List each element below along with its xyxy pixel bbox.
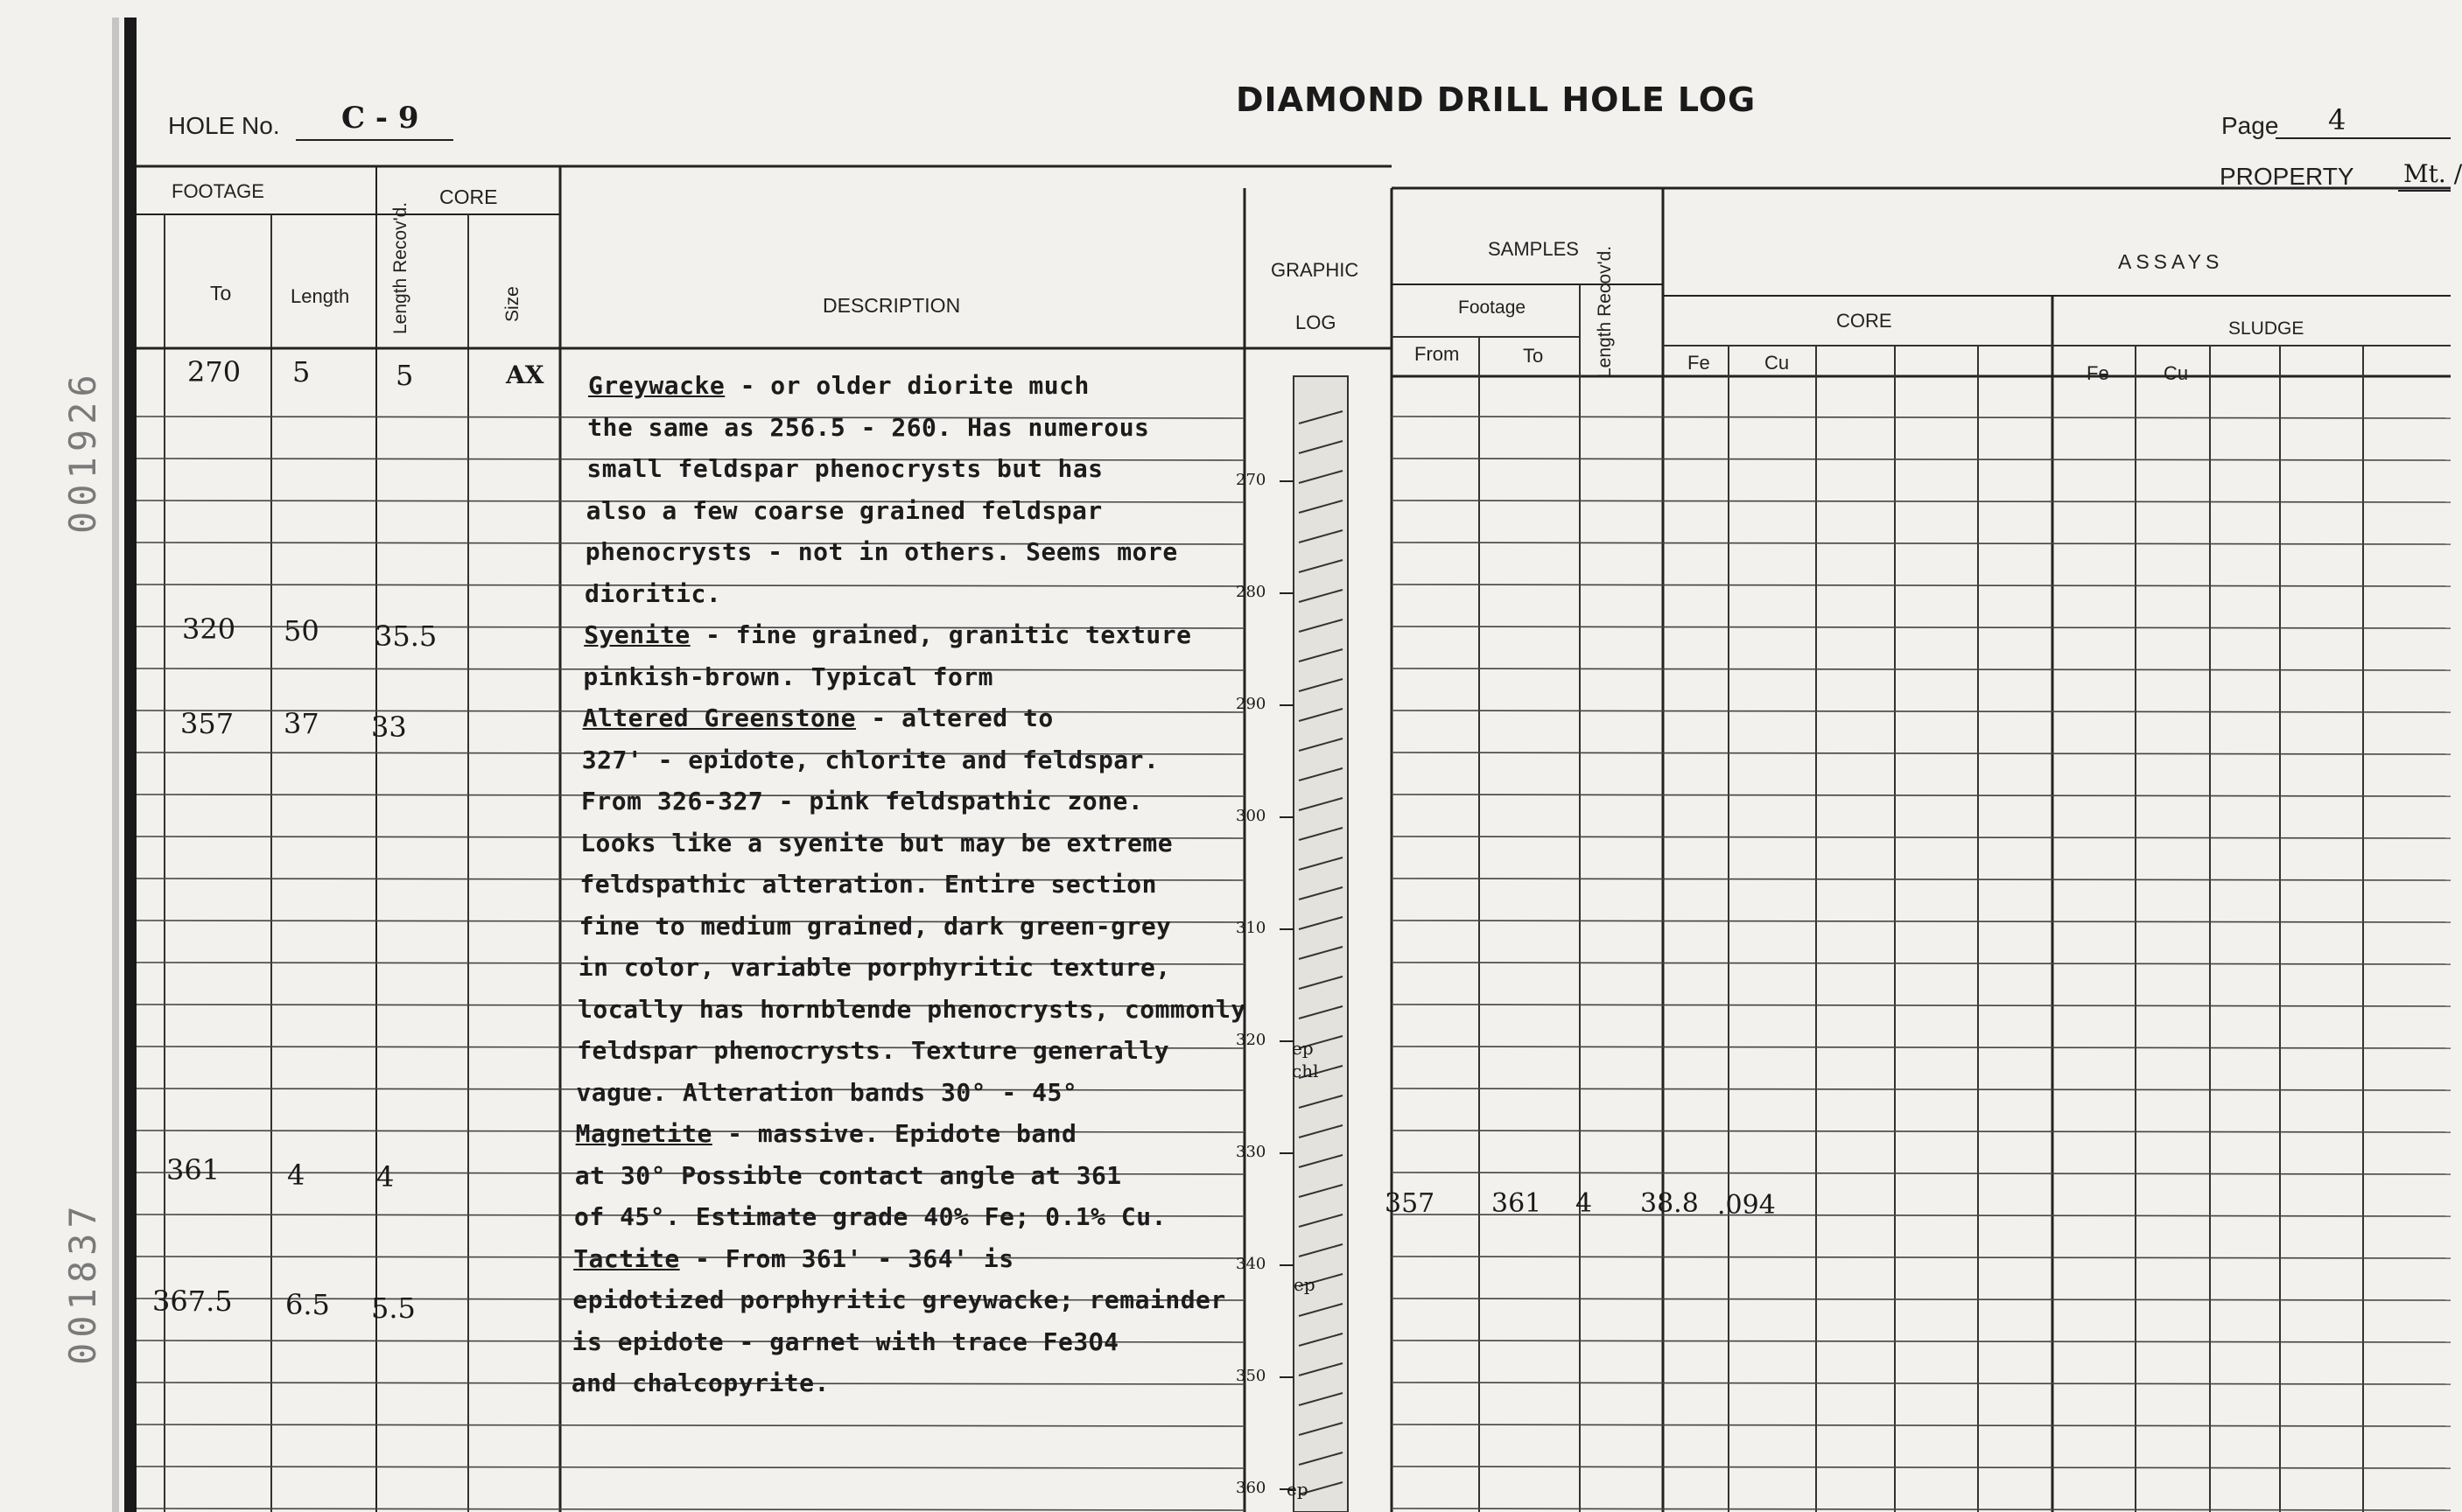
graphic-depth-label: 320 [1236,1031,1266,1049]
description-text: - or older diorite much [725,371,1090,400]
graphic-note: ep [1294,1274,1315,1295]
sample-length-header: Length Recov'd. [1595,245,1615,378]
description-text: dioritic. [585,578,722,608]
description-line [585,579,721,608]
assays-header: ASSAYS [2118,250,2224,273]
length-recovd-header: Length Recov'd. [390,201,410,334]
description-text: in color, variable porphyritic texture, [578,953,1171,982]
footage-to-cell: 270 [187,355,242,388]
graphic-depth-label: 350 [1236,1367,1266,1385]
log-header: LOG [1295,312,1336,333]
sample-from-header: From [1414,343,1460,365]
description-line [572,1368,830,1397]
graphic-note: chl [1292,1060,1319,1082]
description-text: feldspar phenocrysts. Texture generally [577,1036,1170,1065]
description-line [583,704,1054,732]
graphic-depth-label: 300 [1236,807,1266,825]
assay-cu-cell: .094 [1717,1190,1776,1221]
description-line [583,662,993,691]
description-line [588,371,1090,400]
core-recovd-cell: 4 [376,1160,395,1194]
description-line [584,620,1191,649]
description-line [579,912,1172,941]
description-text: also a few coarse grained feldspar [586,495,1103,525]
description-line [586,496,1103,525]
core-recovd-cell: 5.5 [371,1292,416,1325]
description-line [577,1036,1169,1065]
description-text: pinkish-brown. Typical form [583,662,994,691]
description-text: the same as 256.5 - 260. Has numerous [587,412,1150,442]
description-line [581,787,1143,816]
rock-type-heading: Greywacke [588,371,726,400]
graphic-depth-label: 280 [1236,583,1266,601]
graphic-depth-label: 270 [1236,471,1266,489]
description-text: phenocrysts - not in others. Seems more [585,537,1178,566]
description-text: fine to medium grained, dark green-grey [579,911,1172,941]
footage-length-cell: 50 [284,614,319,648]
sample-length-cell: 4 [1575,1188,1593,1219]
core-recovd-cell: 5 [396,359,414,392]
assay-sludge-header: SLUDGE [2228,318,2304,339]
description-text: From 326-327 - pink feldspathic zone. [581,787,1144,816]
document-stamp: 001837 [61,1200,104,1365]
rock-type-heading: Magnetite [575,1119,712,1148]
description-line [580,829,1173,858]
footage-length-cell: 4 [287,1158,305,1192]
assay-sludge-fe-header: Fe [2087,362,2109,384]
footage-length-cell: 5 [292,355,311,388]
assay-sludge-cu-header: Cu [2164,362,2189,384]
description-line [572,1327,1119,1356]
description-header: DESCRIPTION [823,294,961,317]
description-text: - From 361' - 364' is [679,1243,1014,1273]
description-text: Looks like a syenite but may be extreme [580,828,1174,858]
page-label: Page [2221,112,2279,139]
page-value: 4 [2328,103,2346,136]
description-line [586,537,1178,566]
sample-to-cell: 361 [1491,1188,1542,1219]
graphic-depth-label: 310 [1236,919,1266,937]
footage-length-cell: 37 [284,707,319,740]
core-size-cell: AX [506,360,544,389]
description-line [587,413,1149,442]
footage-to-cell: 361 [166,1153,221,1186]
property-label: PROPERTY [2220,163,2354,190]
description-text: - altered to [856,704,1054,732]
description-text: epidotized porphyritic greywacke; remainder [572,1285,1226,1314]
rock-type-heading: Tactite [573,1243,680,1273]
description-text: - massive. Epidote band [712,1119,1077,1148]
description-line [586,454,1103,483]
property-value: Mt. / [2403,159,2462,188]
description-line [578,995,1246,1024]
description-text: 327' - epidote, chlorite and feldspar. [581,745,1160,774]
footage-to-cell: 367.5 [152,1284,233,1318]
length-header: Length [291,285,350,307]
rock-type-heading: Syenite [584,620,691,649]
rock-type-heading: Altered Greenstone [582,704,857,732]
footage-to-cell: 357 [180,707,235,740]
description-text: at 30° Possible contact angle at 361 [574,1160,1122,1190]
description-text: of 45°. Estimate grade 40% Fe; 0.1% Cu. [574,1202,1167,1231]
description-text: vague. Alteration bands 30° - 45° [576,1077,1078,1107]
description-text: small feldspar phenocrysts but has [586,454,1104,483]
graphic-note: ep [1292,1038,1314,1059]
graphic-depth-label: 340 [1236,1255,1266,1273]
hole-number-value: C - 9 [341,101,419,136]
assay-fe-cell: 38.8 [1640,1188,1699,1219]
graphic-note: ep [1287,1479,1308,1500]
sample-footage-header: Footage [1458,298,1526,318]
description-line [579,870,1157,899]
assay-core-header: CORE [1836,310,1892,332]
sample-from-cell: 357 [1385,1188,1435,1219]
hole-number-label: HOLE No. [168,112,280,139]
assay-core-cu-header: Cu [1764,352,1790,374]
description-line [579,953,1171,982]
description-text: is epidote - garnet with trace Fe3O4 [572,1326,1119,1356]
description-line [576,1119,1077,1148]
description-line [582,746,1160,774]
size-header: Size [502,286,523,322]
graphic-depth-label: 330 [1236,1143,1266,1161]
core-header: CORE [439,186,498,208]
samples-header: SAMPLES [1488,238,1579,260]
description-line [575,1161,1122,1190]
graphic-header: GRAPHIC [1271,259,1359,281]
footage-length-cell: 6.5 [285,1288,330,1321]
core-recovd-cell: 35.5 [375,620,438,653]
core-recovd-cell: 33 [371,710,407,744]
description-line [574,1202,1167,1231]
footage-header: FOOTAGE [172,180,264,202]
description-line [572,1285,1225,1314]
graphic-depth-label: 290 [1236,695,1266,713]
description-text: locally has hornblende phenocrysts, commonly [578,994,1246,1024]
description-text: feldspathic alteration. Entire section [579,870,1157,899]
form-title: DIAMOND DRILL HOLE LOG [1236,80,1757,119]
graphic-depth-label: 360 [1236,1479,1266,1497]
sample-to-header: To [1523,345,1544,367]
description-text: and chalcopyrite. [571,1368,830,1397]
description-text: - fine grained, granitic texture [690,620,1192,649]
assay-core-fe-header: Fe [1687,352,1710,374]
to-header: To [210,282,232,304]
document-stamp: 001926 [61,369,104,534]
description-line [576,1078,1077,1107]
description-line [573,1244,1014,1273]
footage-to-cell: 320 [182,612,236,646]
